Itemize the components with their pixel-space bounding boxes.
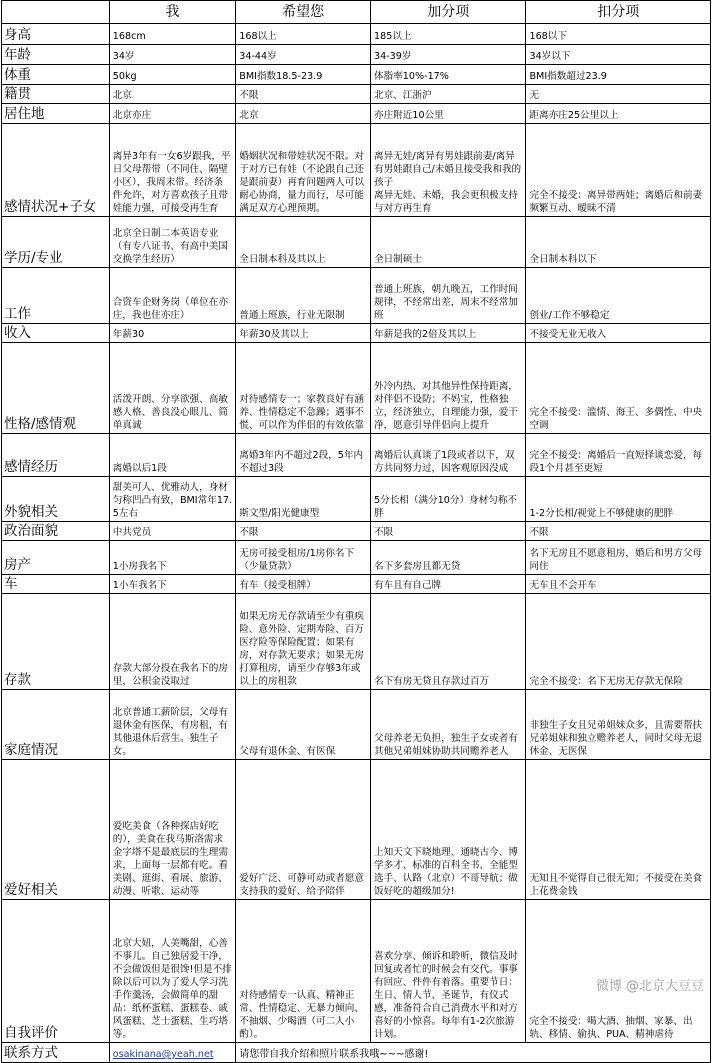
row-label: 政治面貌	[2, 522, 110, 541]
table-cell: 父母有退休金、有医保	[236, 690, 371, 760]
table-cell: 离婚3年内不超过2段，5年内不超过3段	[236, 434, 371, 477]
table-cell: 不限	[526, 522, 711, 541]
table-cell: 亦庄附近10公里	[371, 104, 526, 124]
table-cell: 168以上	[236, 24, 371, 45]
table-cell: 完全不接受：离婚后一直短择谈恋爱，每段1个月甚至更短	[526, 434, 711, 477]
table-row	[2, 217, 711, 268]
table-cell: 不限	[236, 85, 371, 104]
table-cell: 活泼开朗、分享欲强、高敏感人格、善良没心眼儿、简单真诚	[109, 343, 235, 434]
row-label: 性格/感情观	[2, 343, 110, 434]
row-label: 收入	[2, 324, 110, 343]
table-cell: 爱吃美食（各种探店好吃的），美食在我马斯洛需求金字塔不是最底层的生理需求，上面每一层都有吃。看美剧、逛街、看展、旅游、动漫、听歌、运动等	[109, 760, 235, 900]
table-cell: 完全不接受：名下无房无存款无保险	[526, 594, 711, 690]
row-label: 学历/专业	[2, 217, 110, 268]
email-link[interactable]: osakinana@yeah.net	[112, 1049, 214, 1060]
table-cell: 北京大妞，人美嘴甜，心善不事儿。自己独居爱干净，不会做饭但是很馋!但是不排除以后可以为了爱人学习洗手作羹汤，会做简单的甜品：纸杯蛋糕、蛋糕卷、戚风蛋糕、芝士蛋糕、生巧塔等。	[109, 900, 235, 1043]
table-cell: 父母养老无负担，独生子女或者有其他兄弟姐妹协助共同赡养老人	[371, 690, 526, 760]
header-cell-hope: 希望您	[236, 1, 371, 24]
table-cell: 1小房我名下	[109, 541, 235, 575]
table-cell: 中共党员	[109, 522, 235, 541]
row-label: 工作	[2, 268, 110, 324]
row-label: 家庭情况	[2, 690, 110, 760]
row-label: 外貌相关	[2, 477, 110, 522]
table-cell: 168cm	[109, 24, 235, 45]
table-cell: BMI指数18.5-23.9	[236, 65, 371, 85]
row-label: 身高	[2, 24, 110, 45]
row-label: 存款	[2, 594, 110, 690]
table-row	[2, 575, 711, 594]
table-row	[2, 760, 711, 900]
table-cell: 如果无房无存款请至少有重疾险、意外险、定期寿险、百万医疗险等保险配置；如果有房，对存款无要求；如果无房打算租房，请至少存够3年或以上的房租款	[236, 594, 371, 690]
table-cell: 存款大部分投在我名下的房里，公积金没取过	[109, 594, 235, 690]
table-cell: 名下多套房且都无贷	[371, 541, 526, 575]
table-row	[2, 541, 711, 575]
table-cell: 无房可接受租房/1房你名下（少量贷款）	[236, 541, 371, 575]
table-row	[2, 104, 711, 124]
contact-note: 请您带自我介绍和照片联系我哦~~~感谢!	[236, 1043, 711, 1063]
table-cell: 普通上班族，朝九晚五，工作时间规律，不经常出差，周末不经常加班	[371, 268, 526, 324]
table-cell: 34-39岁	[371, 45, 526, 65]
table-row	[2, 124, 711, 217]
table-row	[2, 324, 711, 343]
table-cell: 1小车我名下	[109, 575, 235, 594]
table-cell: 年薪30	[109, 324, 235, 343]
table-cell: 全日制本科及其以上	[236, 217, 371, 268]
table-cell: BMI指数超过23.9	[526, 65, 711, 85]
table-cell: 离异无娃/离异有男娃跟前妻/离异有男娃跟自己/未婚且接受我和我的孩子 离异无娃、未婚，我会更积极支持与对方再生育	[371, 124, 526, 217]
table-cell: 有车（接受租牌）	[236, 575, 371, 594]
table-cell: 对待感情专一认真、精神正常、性情稳定、无暴力倾向、不抽烟、少喝酒（可二人小酌）。	[236, 900, 371, 1043]
table-row	[2, 594, 711, 690]
table-cell: 对待感情专一；家教良好有涵养、性情稳定不急躁；遇事不慌、可以作为伴侣的有效依靠	[236, 343, 371, 434]
table-cell: 爱好广泛、可静可动或者愿意支持我的爱好、给予陪伴	[236, 760, 371, 900]
table-row	[2, 85, 711, 104]
row-label: 房产	[2, 541, 110, 575]
table-cell: 距离亦庄25公里以上	[526, 104, 711, 124]
table-cell: 全日制硕士	[371, 217, 526, 268]
table-cell: 年薪是我的2倍及其以上	[371, 324, 526, 343]
table-cell: 无车且不会开车	[526, 575, 711, 594]
row-label: 年龄	[2, 45, 110, 65]
table-cell: 无	[526, 85, 711, 104]
row-label: 自我评价	[2, 900, 110, 1043]
table-cell: 185以上	[371, 24, 526, 45]
table-cell: 离婚后认真谈了1段或者以下，双方共同努力过，因客观原因没成	[371, 434, 526, 477]
table-cell: 创业/工作不够稳定	[526, 268, 711, 324]
table-cell: 完全不接受：滥情、海王、多偶性、中央空调	[526, 343, 711, 434]
watermark: 微博 @北京大豆豆	[595, 979, 704, 994]
table-cell: 无知且不觉得自己很无知；不接受在美食上花费金钱	[526, 760, 711, 900]
row-label: 感情经历	[2, 434, 110, 477]
table-cell: 有车且有自己牌	[371, 575, 526, 594]
email-cell	[109, 1043, 235, 1063]
row-label: 爱好相关	[2, 760, 110, 900]
table-cell: 合资车企财务岗（单位在亦庄，我也住亦庄）	[109, 268, 235, 324]
table-cell: 普通上班族，行业无限制	[236, 268, 371, 324]
table-cell: 外冷内热、对其他异性保持距离，对伴侣不设防；不妈宝，性格独立，经济独立，自理能力强，爱干净，愿意引导伴侣向上提升	[371, 343, 526, 434]
table-row	[2, 65, 711, 85]
table-cell: 168以下	[526, 24, 711, 45]
table-cell: 全日制本科以下	[526, 217, 711, 268]
table-cell: 离异3年有一女6岁跟我，平日父母帮带（不同住、隔壁小区），我周末带。经济条件允许，对方喜欢孩子且带娃能力强，可接受再生育	[109, 124, 235, 217]
table-cell: 婚姻状况和带娃状况不限。对于对方已有娃（不论跟自己还是跟前妻）再育问题两人可以耐心协商，量力而行，尽可能满足双方心理预期。	[236, 124, 371, 217]
header-cell-plus: 加分项	[371, 1, 526, 24]
header-cell-corner	[2, 1, 110, 24]
header-row	[2, 1, 711, 24]
row-label: 联系方式	[2, 1043, 110, 1063]
table-row	[2, 690, 711, 760]
table-cell: 北京普通工薪阶层，父母有退休金有医保，有房租，有其他退休后营生。独生子女。	[109, 690, 235, 760]
header-cell-minus: 扣分项	[526, 1, 711, 24]
table-cell: 完全不接受：喝大酒、抽烟、家暴、出轨、移情、偷执、PUA、精神虐待	[526, 900, 711, 1043]
table-row	[2, 522, 711, 541]
table-row	[2, 434, 711, 477]
table-cell: 50kg	[109, 65, 235, 85]
table-cell: 名下无房且不愿意租房，婚后和男方父母同住	[526, 541, 711, 575]
table-cell: 北京	[109, 85, 235, 104]
table-cell: 离婚以后1段	[109, 434, 235, 477]
table-cell: 北京亦庄	[109, 104, 235, 124]
row-label: 籍贯	[2, 85, 110, 104]
table-cell: 非独生子女且兄弟姐妹众多，且需要帮扶兄弟姐妹和独立赡养老人，同时父母无退休金、无医保	[526, 690, 711, 760]
table-row	[2, 343, 711, 434]
table-cell: 不接受无业无收入	[526, 324, 711, 343]
table-cell: 斯文型/阳光健康型	[236, 477, 371, 522]
table-cell: 34岁以下	[526, 45, 711, 65]
table-cell: 北京	[236, 104, 371, 124]
table-cell: 北京全日制二本英语专业（有专八证书、有高中美国交换学生经历）	[109, 217, 235, 268]
contact-row	[2, 1043, 711, 1063]
table-cell: 5分长相（满分10分）身材匀称不胖	[371, 477, 526, 522]
table-row	[2, 900, 711, 1043]
table-row	[2, 268, 711, 324]
table-cell: 34岁	[109, 45, 235, 65]
table-cell: 甜美可人、优雅动人，身材匀称凹凸有致，BMI常年17.5左右	[109, 477, 235, 522]
table-cell: 名下有房无贷且存款过百万	[371, 594, 526, 690]
table-cell: 北京、江浙沪	[371, 85, 526, 104]
table-row	[2, 24, 711, 45]
header-cell-me: 我	[109, 1, 235, 24]
table-cell: 1-2分长相/视觉上不够健康的肥胖	[526, 477, 711, 522]
table-cell: 不限	[371, 522, 526, 541]
table-cell: 体脂率10%-17%	[371, 65, 526, 85]
table-cell: 不限	[236, 522, 371, 541]
table-cell: 完全不接受：离异带两娃；离婚后和前妻频繁互动、暧昧不清	[526, 124, 711, 217]
table-cell: 34-44岁	[236, 45, 371, 65]
row-label: 车	[2, 575, 110, 594]
row-label: 居住地	[2, 104, 110, 124]
table-row	[2, 477, 711, 522]
profile-table	[1, 0, 711, 1063]
table-cell: 年薪30及其以上	[236, 324, 371, 343]
row-label: 感情状况+子女	[2, 124, 110, 217]
table-cell: 上知天文下晓地理、通晓古今、博学多才、标准的百科全书、全能型选手、认路（北京）不哥导航；做饭好吃的超级加分!	[371, 760, 526, 900]
table-row	[2, 45, 711, 65]
row-label: 体重	[2, 65, 110, 85]
table-cell: 喜欢分享、倾诉和聆听，微信及时回复或者忙的时候会有交代。事事有回应、件件有着落。重要节日：生日、情人节、圣诞节，有仪式感，准备符合自己消费水平和对方喜好的小惊喜。每年有1-2次旅游计划。	[371, 900, 526, 1043]
